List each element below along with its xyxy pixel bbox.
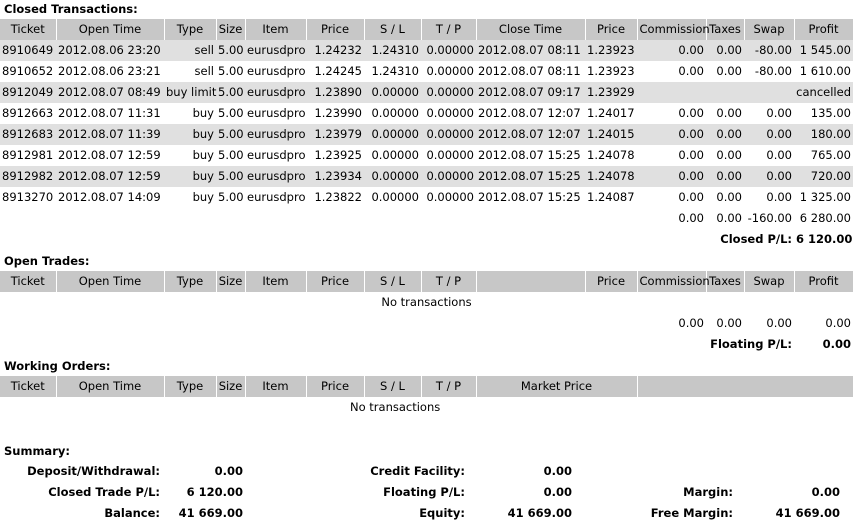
closed-header-tp: T / P — [421, 19, 476, 40]
closed-cell-sl: 1.24310 — [371, 64, 419, 78]
closed-trade-pl-value: 6 120.00 — [186, 485, 243, 499]
balance-value: 41 669.00 — [178, 506, 243, 520]
working-header-cell: Ticket — [0, 376, 56, 397]
closed-cell-commission: 0.00 — [678, 148, 704, 162]
floating-pl-summary-label: Floating P/L: — [383, 485, 465, 499]
closed-cell-swap: -80.00 — [754, 64, 792, 78]
deposit-value: 0.00 — [214, 464, 243, 478]
open-header-cell: Open Time — [56, 271, 164, 292]
closed-cell-close-price: 1.24087 — [587, 190, 635, 204]
closed-cell-open-time: 2012.08.07 14:09 — [58, 190, 161, 204]
closed-cell-size: 5.00 — [218, 148, 244, 162]
free-margin-value: 41 669.00 — [775, 506, 840, 520]
closed-cell-ticket: 8912982 — [0, 166, 56, 187]
closed-cell-swap: 0.00 — [766, 106, 792, 120]
closed-cell-ticket: 8912049 — [0, 82, 56, 103]
closed-cell-open-time: 2012.08.06 23:20 — [56, 40, 164, 61]
closed-cell-item: eurusdpro — [247, 106, 306, 120]
closed-cell-close-time: 2012.08.07 09:17 — [476, 82, 585, 103]
open-trades-title: Open Trades: — [4, 254, 90, 268]
floating-pl-row — [0, 334, 853, 355]
closed-cell-profit: cancelled — [794, 82, 853, 103]
closed-cell-size: 5.00 — [216, 82, 245, 103]
closed-cell-taxes: 0.00 — [706, 124, 744, 145]
closed-transactions-table — [0, 19, 854, 250]
open-header-cell: Commission — [637, 271, 706, 292]
working-header-cell — [637, 376, 853, 397]
closed-cell-tp: 0.00000 — [421, 166, 476, 187]
equity-value: 41 669.00 — [507, 506, 572, 520]
closed-cell-commission — [637, 82, 706, 103]
table-row — [0, 145, 853, 166]
closed-header-close-time: Close Time — [476, 19, 585, 40]
closed-cell-type: sell — [164, 40, 216, 61]
working-header-cell: T / P — [421, 376, 476, 397]
closed-cell-swap: 0.00 — [766, 148, 792, 162]
closed-total-taxes: 0.00 — [716, 211, 742, 225]
open-header-cell — [476, 271, 585, 292]
closed-cell-swap: 0.00 — [744, 124, 794, 145]
closed-cell-sl: 0.00000 — [371, 190, 419, 204]
closed-cell-price: 1.23890 — [306, 82, 364, 103]
closed-cell-close-time: 2012.08.07 08:11 — [478, 64, 581, 78]
closed-cell-swap: -80.00 — [744, 40, 794, 61]
closed-cell-profit: 1 325.00 — [799, 190, 851, 204]
closed-total-commission: 0.00 — [678, 211, 704, 225]
open-header-cell: Type — [164, 271, 216, 292]
closed-cell-price: 1.23979 — [306, 124, 364, 145]
open-total-swap: 0.00 — [766, 316, 792, 330]
closed-cell-type: buy — [192, 190, 214, 204]
closed-cell-close-time: 2012.08.07 15:25 — [478, 148, 581, 162]
closed-cell-type: buy — [192, 106, 214, 120]
closed-cell-tp: 0.00000 — [421, 40, 476, 61]
closed-cell-sl: 0.00000 — [364, 82, 421, 103]
closed-cell-close-price: 1.23923 — [585, 40, 637, 61]
closed-cell-commission: 0.00 — [637, 166, 706, 187]
closed-cell-tp: 0.00000 — [426, 64, 474, 78]
closed-cell-profit: 765.00 — [810, 148, 851, 162]
closed-cell-profit: 135.00 — [810, 106, 851, 120]
closed-cell-price: 1.23990 — [314, 106, 362, 120]
working-header-cell: Size — [216, 376, 245, 397]
closed-header-ticket: Ticket — [0, 19, 56, 40]
open-totals-row — [0, 313, 853, 334]
closed-pl-label: Closed P/L: — [720, 232, 792, 246]
closed-cell-item: eurusdpro — [245, 40, 306, 61]
closed-cell-sl: 0.00000 — [371, 106, 419, 120]
closed-cell-tp: 0.00000 — [426, 148, 474, 162]
open-total-commission: 0.00 — [678, 316, 704, 330]
closed-cell-taxes: 0.00 — [716, 190, 742, 204]
working-orders-title: Working Orders: — [4, 359, 111, 373]
table-row — [0, 40, 853, 61]
working-empty-row — [0, 397, 853, 418]
margin-value: 0.00 — [811, 485, 840, 499]
open-trades-table — [0, 271, 854, 355]
open-header-cell: Taxes — [706, 271, 744, 292]
closed-cell-size: 5.00 — [216, 124, 245, 145]
credit-facility-label: Credit Facility: — [370, 464, 465, 478]
closed-cell-price: 1.23822 — [314, 190, 362, 204]
deposit-label: Deposit/Withdrawal: — [27, 464, 160, 478]
closed-cell-commission: 0.00 — [678, 106, 704, 120]
closed-cell-close-price: 1.23923 — [587, 64, 635, 78]
closed-cell-taxes: 0.00 — [716, 148, 742, 162]
working-header-cell: Open Time — [56, 376, 164, 397]
closed-cell-close-price: 1.24015 — [585, 124, 637, 145]
credit-facility-value: 0.00 — [543, 464, 572, 478]
closed-cell-close-price: 1.24078 — [587, 148, 635, 162]
open-header-cell: Price — [585, 271, 637, 292]
closed-cell-sl: 1.24310 — [364, 40, 421, 61]
closed-trade-pl-label: Closed Trade P/L: — [48, 485, 160, 499]
closed-cell-close-time: 2012.08.07 15:25 — [476, 166, 585, 187]
closed-cell-item: eurusdpro — [247, 190, 306, 204]
open-header-cell: S / L — [364, 271, 421, 292]
closed-cell-size: 5.00 — [218, 190, 244, 204]
closed-cell-type: sell — [194, 64, 214, 78]
closed-cell-item: eurusdpro — [247, 64, 306, 78]
closed-cell-tp: 0.00000 — [426, 106, 474, 120]
closed-cell-type: buy — [164, 124, 216, 145]
closed-cell-swap: 0.00 — [766, 190, 792, 204]
closed-cell-item: eurusdpro — [245, 82, 306, 103]
closed-cell-sl: 0.00000 — [364, 166, 421, 187]
closed-cell-item: eurusdpro — [245, 124, 306, 145]
closed-cell-taxes: 0.00 — [716, 64, 742, 78]
closed-pl-row — [0, 229, 853, 250]
table-row — [0, 187, 853, 208]
closed-header-taxes: Taxes — [706, 19, 744, 40]
closed-cell-type: buy — [164, 166, 216, 187]
closed-cell-size: 5.00 — [216, 166, 245, 187]
working-header-cell: Price — [306, 376, 364, 397]
closed-cell-item: eurusdpro — [247, 148, 306, 162]
closed-cell-sl: 0.00000 — [364, 124, 421, 145]
closed-cell-type: buy — [192, 148, 214, 162]
closed-header-swap: Swap — [744, 19, 794, 40]
closed-cell-swap: 0.00 — [744, 166, 794, 187]
closed-cell-profit: 180.00 — [794, 124, 853, 145]
closed-cell-close-time: 2012.08.07 08:11 — [476, 40, 585, 61]
closed-cell-size: 5.00 — [216, 40, 245, 61]
working-header-cell: Market Price — [476, 376, 637, 397]
closed-cell-open-time: 2012.08.07 12:59 — [58, 148, 161, 162]
balance-label: Balance: — [104, 506, 160, 520]
closed-cell-open-time: 2012.08.07 12:59 — [56, 166, 164, 187]
working-header-row — [0, 376, 853, 397]
closed-cell-sl: 0.00000 — [371, 148, 419, 162]
table-row — [0, 124, 853, 145]
open-header-row — [0, 271, 853, 292]
closed-cell-taxes: 0.00 — [716, 106, 742, 120]
open-total-taxes: 0.00 — [716, 316, 742, 330]
closed-cell-price: 1.23934 — [306, 166, 364, 187]
closed-cell-item: eurusdpro — [245, 166, 306, 187]
closed-header-price: Price — [306, 19, 364, 40]
closed-cell-open-time: 2012.08.07 11:31 — [58, 106, 161, 120]
table-row — [0, 82, 853, 103]
closed-pl-value: 6 120.00 — [796, 232, 853, 246]
closed-header-profit: Profit — [794, 19, 853, 40]
closed-cell-taxes: 0.00 — [706, 40, 744, 61]
floating-pl-value: 0.00 — [822, 337, 851, 351]
closed-cell-price: 1.24245 — [314, 64, 362, 78]
open-header-cell: Swap — [744, 271, 794, 292]
closed-cell-close-time: 2012.08.07 12:07 — [478, 106, 581, 120]
closed-cell-swap — [744, 82, 794, 103]
closed-header-open-time: Open Time — [56, 19, 164, 40]
equity-label: Equity: — [419, 506, 465, 520]
closed-cell-close-time: 2012.08.07 15:25 — [478, 190, 581, 204]
open-empty-row — [0, 292, 853, 313]
closed-cell-price: 1.23925 — [314, 148, 362, 162]
closed-cell-profit: 1 545.00 — [794, 40, 853, 61]
closed-header-row — [0, 19, 853, 40]
closed-cell-open-time: 2012.08.07 08:49 — [56, 82, 164, 103]
closed-cell-open-time: 2012.08.06 23:21 — [58, 64, 161, 78]
open-header-cell: Ticket — [0, 271, 56, 292]
closed-cell-tp: 0.00000 — [421, 82, 476, 103]
closed-header-size: Size — [216, 19, 245, 40]
closed-cell-profit: 1 610.00 — [799, 64, 851, 78]
closed-cell-commission: 0.00 — [637, 124, 706, 145]
closed-cell-close-time: 2012.08.07 12:07 — [476, 124, 585, 145]
open-header-cell: Item — [245, 271, 306, 292]
closed-cell-size: 5.00 — [218, 106, 244, 120]
closed-cell-profit: 720.00 — [794, 166, 853, 187]
free-margin-label: Free Margin: — [650, 506, 733, 520]
closed-cell-price: 1.24232 — [306, 40, 364, 61]
closed-cell-commission: 0.00 — [637, 40, 706, 61]
closed-cell-ticket: 8912683 — [0, 124, 56, 145]
floating-pl-label: Floating P/L: — [710, 337, 792, 351]
closed-cell-ticket: 8912663 — [2, 106, 54, 120]
working-header-cell: Item — [245, 376, 306, 397]
closed-cell-ticket: 8913270 — [2, 190, 54, 204]
open-empty-text: No transactions — [381, 295, 472, 309]
closed-cell-commission: 0.00 — [678, 64, 704, 78]
table-row — [0, 103, 853, 124]
open-header-cell: Profit — [794, 271, 853, 292]
closed-cell-open-time: 2012.08.07 11:39 — [56, 124, 164, 145]
closed-cell-close-price: 1.24017 — [587, 106, 635, 120]
closed-cell-tp: 0.00000 — [426, 190, 474, 204]
closed-cell-ticket: 8912981 — [2, 148, 54, 162]
working-empty-text: No transactions — [350, 400, 441, 414]
closed-total-profit: 6 280.00 — [799, 211, 851, 225]
closed-cell-tp: 0.00000 — [421, 124, 476, 145]
closed-totals-row — [0, 208, 853, 229]
closed-total-swap: -160.00 — [747, 211, 792, 225]
closed-cell-ticket: 8910649 — [0, 40, 56, 61]
closed-cell-close-price: 1.24078 — [585, 166, 637, 187]
open-header-cell: Size — [216, 271, 245, 292]
closed-cell-taxes: 0.00 — [706, 166, 744, 187]
working-header-cell: Type — [164, 376, 216, 397]
working-orders-table — [0, 376, 854, 418]
closed-cell-commission: 0.00 — [678, 190, 704, 204]
working-header-cell: S / L — [364, 376, 421, 397]
closed-cell-type: buy limit — [164, 82, 216, 103]
closed-cell-taxes — [706, 82, 744, 103]
floating-pl-summary-value: 0.00 — [543, 485, 572, 499]
summary-title: Summary: — [4, 444, 70, 458]
table-row — [0, 166, 853, 187]
table-row — [0, 61, 853, 82]
closed-header-close-price: Price — [585, 19, 637, 40]
closed-header-item: Item — [245, 19, 306, 40]
open-total-profit: 0.00 — [825, 316, 851, 330]
closed-header-type: Type — [164, 19, 216, 40]
margin-label: Margin: — [683, 485, 733, 499]
open-header-cell: Price — [306, 271, 364, 292]
closed-cell-size: 5.00 — [218, 64, 244, 78]
closed-header-sl: S / L — [364, 19, 421, 40]
open-header-cell: T / P — [421, 271, 476, 292]
closed-cell-ticket: 8910652 — [2, 64, 54, 78]
closed-transactions-title: Closed Transactions: — [4, 2, 138, 16]
closed-cell-close-price: 1.23929 — [585, 82, 637, 103]
closed-header-commission: Commission — [637, 19, 706, 40]
